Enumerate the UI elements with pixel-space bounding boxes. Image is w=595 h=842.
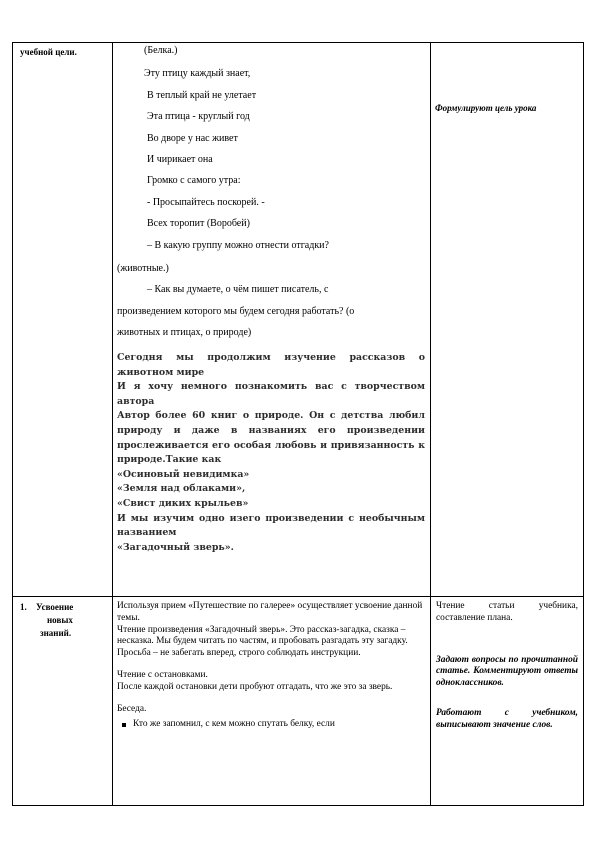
stage-cell <box>13 597 113 806</box>
student-paragraph: Чтение статьи учебника, составление плана. <box>436 601 578 623</box>
student-activity-cell <box>431 43 584 597</box>
student-activity-cell <box>431 597 584 806</box>
stage-title-word: Усвоение <box>36 602 74 612</box>
teacher-paragraph: Используя прием «Путешествие по галерее» осуществляет усвоение данной темы. <box>117 601 423 623</box>
poem-line: Эту птицу каждый знает, <box>144 68 251 79</box>
teacher-paragraph: Чтение произведения «Загадочный зверь». Это рассказ-загадка, сказка –несказка. Мы будем читать по частям, и пробовать разгадать эту загадку. Просьба – не забегать вперед, строго соблюдать инструкции. <box>117 624 408 659</box>
intro-paragraph: Автор более 60 книг о природе. Он с детства любил природу и даже в названиях его произведении прослеживается его особая любовь и привязанность к природе.Такие как <box>117 410 425 466</box>
answer-line: животных и птицах, о природе) <box>117 327 252 338</box>
poem-line: В теплый край не улетает <box>147 90 257 101</box>
student-activity-text: Формулируют цель урока <box>435 103 537 113</box>
answer-line: (животные.) <box>117 263 169 274</box>
book-title: «Загадочный зверь». <box>117 541 234 553</box>
question-line: – В какую группу можно отнести отгадки? <box>147 240 329 251</box>
poem-line: (Белка.) <box>144 45 178 56</box>
student-paragraph: Задают вопросы по прочитанной статье. Комментируют ответы одноклассников. <box>436 654 578 689</box>
stage-title-word: знаний. <box>40 628 72 638</box>
poem-line: Громко с самого утра: <box>147 175 241 186</box>
teacher-activity-cell <box>113 597 431 806</box>
question-line: – Как вы думаете, о чём пишет писатель, с <box>147 284 329 295</box>
poem-line: Эта птица - круглый год <box>147 111 250 122</box>
riddle-block <box>113 43 430 596</box>
teacher-paragraph: После каждой остановки дети пробуют отгадать, что же это за зверь. <box>117 681 393 692</box>
intro-paragraph: Сегодня мы продолжим изучение рассказов о животном мире <box>117 352 425 378</box>
poem-line: Всех торопит (Воробей) <box>147 218 250 229</box>
stage-cell <box>13 43 113 597</box>
lesson-plan-table <box>12 42 584 806</box>
stage-title-word: новых <box>47 615 73 625</box>
stage-label: учебной цели. <box>20 47 77 57</box>
poem-line: Во дворе у нас живет <box>147 133 238 144</box>
table-row <box>13 597 584 806</box>
poem-line: - Просыпайтесь поскорей. - <box>147 197 265 208</box>
teacher-paragraph: Чтение с остановками. <box>117 669 208 680</box>
table-row <box>13 43 584 597</box>
stage-label <box>13 597 112 640</box>
book-title: «Осиновый невидимка» <box>117 468 250 480</box>
author-introduction <box>117 351 425 555</box>
teacher-activity-cell <box>113 43 431 597</box>
student-paragraph: Работают с учебником, выписывают значение слов. <box>436 707 578 730</box>
question-line: произведением которого мы будем сегодня работать? (о <box>117 306 355 317</box>
teacher-activity-text <box>113 597 430 731</box>
student-activity-text <box>431 597 583 732</box>
conversation-label: Беседа. <box>117 703 147 714</box>
intro-paragraph: И я хочу немного познакомить вас с творчеством автора <box>117 381 425 407</box>
intro-paragraph: И мы изучим одно изего произведении с необычным названием <box>117 512 425 539</box>
bullet-item: Кто же запомнил, с кем можно спутать белку, если <box>117 719 425 731</box>
stage-number: 1. <box>20 602 27 612</box>
poem-line: И чирикает она <box>147 154 213 165</box>
book-title: «Земля над облаками», <box>117 483 246 495</box>
book-title: «Свист диких крыльев» <box>117 497 249 509</box>
